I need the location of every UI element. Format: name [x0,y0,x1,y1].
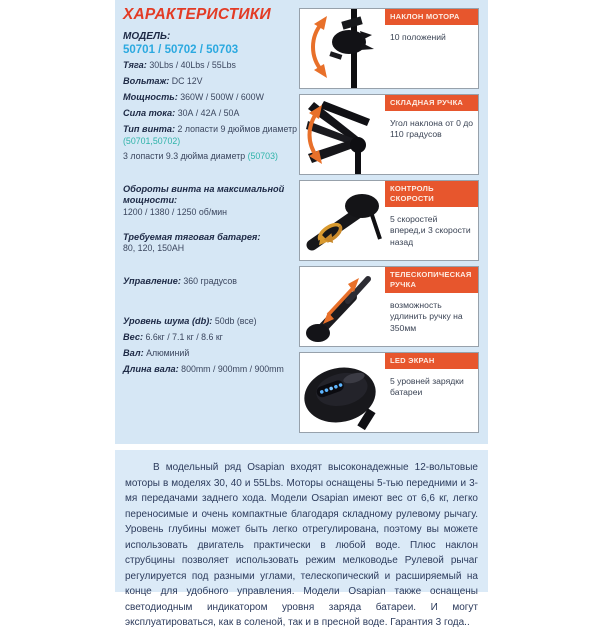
spec-row-shaft-length: Длина вала: 800mm / 900mm / 900mm [123,363,284,374]
spec-row-battery: Требуемая тяговая батарея: 80, 120, 150AH [123,231,261,254]
spec-row-weight: Вес: 6.6кг / 7.1 кг / 8.6 кг [123,331,223,342]
feature-card-speed-control [299,180,479,261]
page-title: ХАРАКТЕРИСТИКИ [123,6,271,23]
motor-tilt-icon [300,9,384,88]
feature-header: ТЕЛЕСКОПИЧЕСКАЯ РУЧКА [385,267,478,293]
spec-row-noise: Уровень шума (db): 50db (все) [123,315,257,326]
folding-handle-icon [300,95,384,174]
feature-body: 5 уровней зарядки батареи [390,375,464,398]
spec-row-steering: Управление: 360 градусов [123,276,237,287]
spec-row-propeller-2: 3 лопасти 9.3 дюйма диаметр (50703) [123,150,278,161]
feature-body: 5 скоростей вперед,и 3 скорости назад [390,213,471,247]
feature-header: НАКЛОН МОТОРА [385,9,478,25]
feature-info [385,181,478,260]
feature-card-motor-tilt [299,8,479,89]
model-numbers: 50701 / 50702 / 50703 [123,44,239,56]
feature-info [385,95,478,174]
feature-card-telescopic-handle [299,266,479,347]
feature-body: Угол наклона от 0 до 110 градусов [390,117,474,140]
feature-header: СКЛАДНАЯ РУЧКА [385,95,478,111]
feature-header: LED ЭКРАН [385,353,478,369]
led-display-icon [300,353,384,432]
description-panel [115,450,488,628]
feature-card-led-display [299,352,479,433]
spec-row-current: Сила тока: 30А / 42А / 50А [123,108,240,118]
spec-sheet-panel [115,0,488,444]
spec-column [123,6,299,380]
feature-body: возможность удлинить ручку на 350мм [390,299,463,333]
motor-tilt-photo [300,9,385,88]
feature-info [385,267,478,346]
telescopic-handle-icon [300,267,384,346]
spec-row-shaft: Вал: Алюминий [123,347,190,358]
feature-body: 10 положений [390,31,446,42]
speed-control-icon [300,181,384,260]
feature-card-folding-handle [299,94,479,175]
model-label: МОДЕЛЬ: [123,31,171,42]
feature-info [385,353,478,432]
feature-cards [299,8,479,433]
feature-info [385,9,478,88]
folding-handle-photo [300,95,385,174]
led-display-photo [300,353,385,432]
spec-row-thrust: Тяга: 30Lbs / 40Lbs / 55Lbs [123,60,236,70]
speed-control-photo [300,181,385,260]
spec-row-rpm: Обороты винта на максимальной мощности: 1200 / 1380 / 1250 об/мин [123,183,285,217]
spec-row-propeller: Тип винта: 2 лопасти 9 дюймов диаметр (50701,50702) [123,124,297,146]
product-description: В модельный ряд Osapian входят высоконадежные 12-вольтовые моторы в моделях 30, 40 и 55Lbs. Моторы оснащены 5-тью передними и 3-мя передачами заднего хода. Модели Osapian имеют вес от 6,6 кг, легко переносимые и очень компактные благодаря складному рулевому рычагу. Уровень глубины может быть легко отрегулирована, поэтому вы можете использовать двигатель практически в любой воде. Плюс наклон струбцины позволяет использовать режим мелководье Рулевой рычаг регулируется под разными углами, телескопический и расширяемый на конце для удобного управления. Модели Osapian также оснащены светодиодным индикатором уровня заряда батареи. И могут эксплуатироваться, как в соленой, так и в пресной воде. Гарантия 3 года.. [125,462,478,628]
spec-row-voltage: Вольтаж: DC 12V [123,76,203,86]
feature-header: КОНТРОЛЬ СКОРОСТИ [385,181,478,207]
telescopic-handle-photo [300,267,385,346]
spec-row-power: Мощность: 360W / 500W / 600W [123,92,264,102]
